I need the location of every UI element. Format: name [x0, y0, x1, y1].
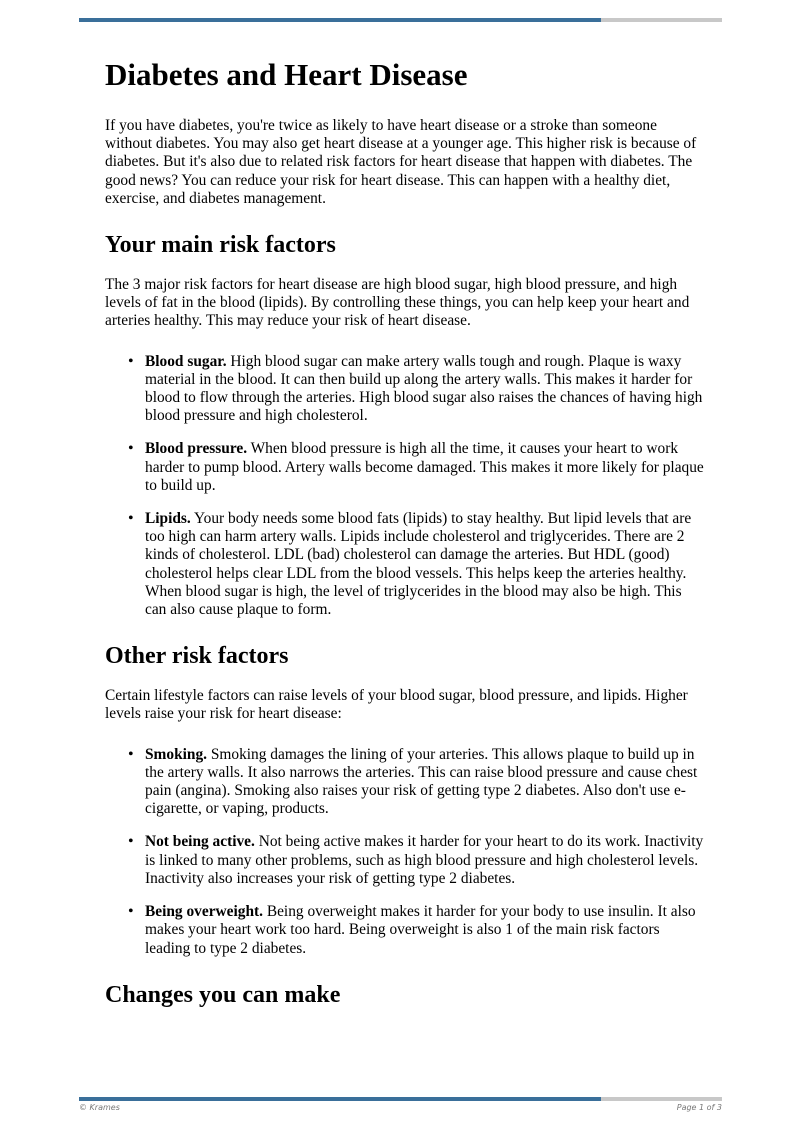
- changes-heading: Changes you can make: [105, 981, 341, 1008]
- page-title: Diabetes and Heart Disease: [105, 57, 468, 92]
- footer-copyright: © Krames: [79, 1103, 120, 1112]
- main-risk-paragraph: The 3 major risk factors for heart disease are high blood sugar, high blood pressure, and high levels of fat in the blood (lipids). By controlling these things, you can help keep your heart and arteries healthy. This may reduce your risk of heart disease.: [105, 276, 690, 330]
- list-item-term: Not being active.: [145, 833, 255, 851]
- list-item: [145, 833, 705, 888]
- footer-page-number: Page 1 of 3: [676, 1103, 722, 1112]
- top-rule: [79, 18, 722, 22]
- intro-paragraph: If you have diabetes, you're twice as likely to have heart disease or a stroke than someone without diabetes. You may also get heart disease at a younger age. This higher risk is because of diabetes. But it's also due to related risk factors for heart disease that happen with diabetes. The good news? You can reduce your risk for heart disease. This can happen with a healthy diet, exercise, and diabetes management.: [105, 117, 697, 207]
- list-item-text: Your body needs some blood fats (lipids) to stay healthy. But lipid levels that are too high can harm artery walls. Lipids include cholesterol and triglycerides. There are 2 kinds of cholesterol. LDL (bad) cholesterol can damage the arteries. But HDL (good) cholesterol helps clear LDL from the blood vessels. This helps keep the arteries healthy. When blood sugar is high, the level of triglycerides in the blood may also be high. This can also cause plaque to form.: [145, 510, 692, 619]
- list-item-term: Blood sugar.: [145, 352, 227, 370]
- list-item-term: Being overweight.: [145, 903, 263, 921]
- list-item-term: Lipids.: [145, 510, 191, 528]
- list-item: [145, 510, 705, 619]
- list-item: [145, 746, 705, 819]
- list-item-text: When blood pressure is high all the time, it causes your heart to work harder to pump blood. Artery walls become damaged. This makes it more likely for plaque to build up.: [145, 440, 704, 494]
- document-body: [105, 55, 705, 1026]
- other-risk-heading: Other risk factors: [105, 643, 289, 670]
- list-item: [145, 903, 705, 958]
- bottom-rule-accent: [79, 1097, 601, 1101]
- list-item-text: Being overweight makes it harder for your body to use insulin. It also makes your heart work too hard. Being overweight is also 1 of the main risk factors leading to type 2 diabetes.: [145, 903, 696, 957]
- list-item-text: Not being active makes it harder for your heart to do its work. Inactivity is linked to many other problems, such as high blood pressure and high cholesterol levels. Inactivity also increases your risk of getting type 2 diabetes.: [145, 833, 704, 887]
- list-item-term: Blood pressure.: [145, 440, 248, 458]
- list-item-text: Smoking damages the lining of your arteries. This allows plaque to build up in the artery walls. It also narrows the arteries. This can raise blood pressure and cause chest pain (angina). Smoking also raises your risk of getting type 2 diabetes. Also don't use e-cigarette, or vaping, products.: [145, 745, 698, 818]
- list-item-term: Smoking.: [145, 745, 208, 763]
- other-risk-list: [105, 746, 705, 958]
- list-item-text: High blood sugar can make artery walls tough and rough. Plaque is waxy material in the blood. It can then build up along the artery walls. This makes it harder for blood to flow through the arteries. High blood sugar also raises the chances of having high blood pressure and high cholesterol.: [145, 352, 703, 425]
- top-rule-accent: [79, 18, 601, 22]
- main-risk-list: [105, 353, 705, 620]
- list-item: [145, 440, 705, 495]
- bottom-rule: [79, 1097, 722, 1101]
- list-item: [145, 353, 705, 426]
- other-risk-paragraph: Certain lifestyle factors can raise levels of your blood sugar, blood pressure, and lipids. Higher levels raise your risk for heart disease:: [105, 687, 688, 723]
- main-risk-heading: Your main risk factors: [105, 232, 336, 259]
